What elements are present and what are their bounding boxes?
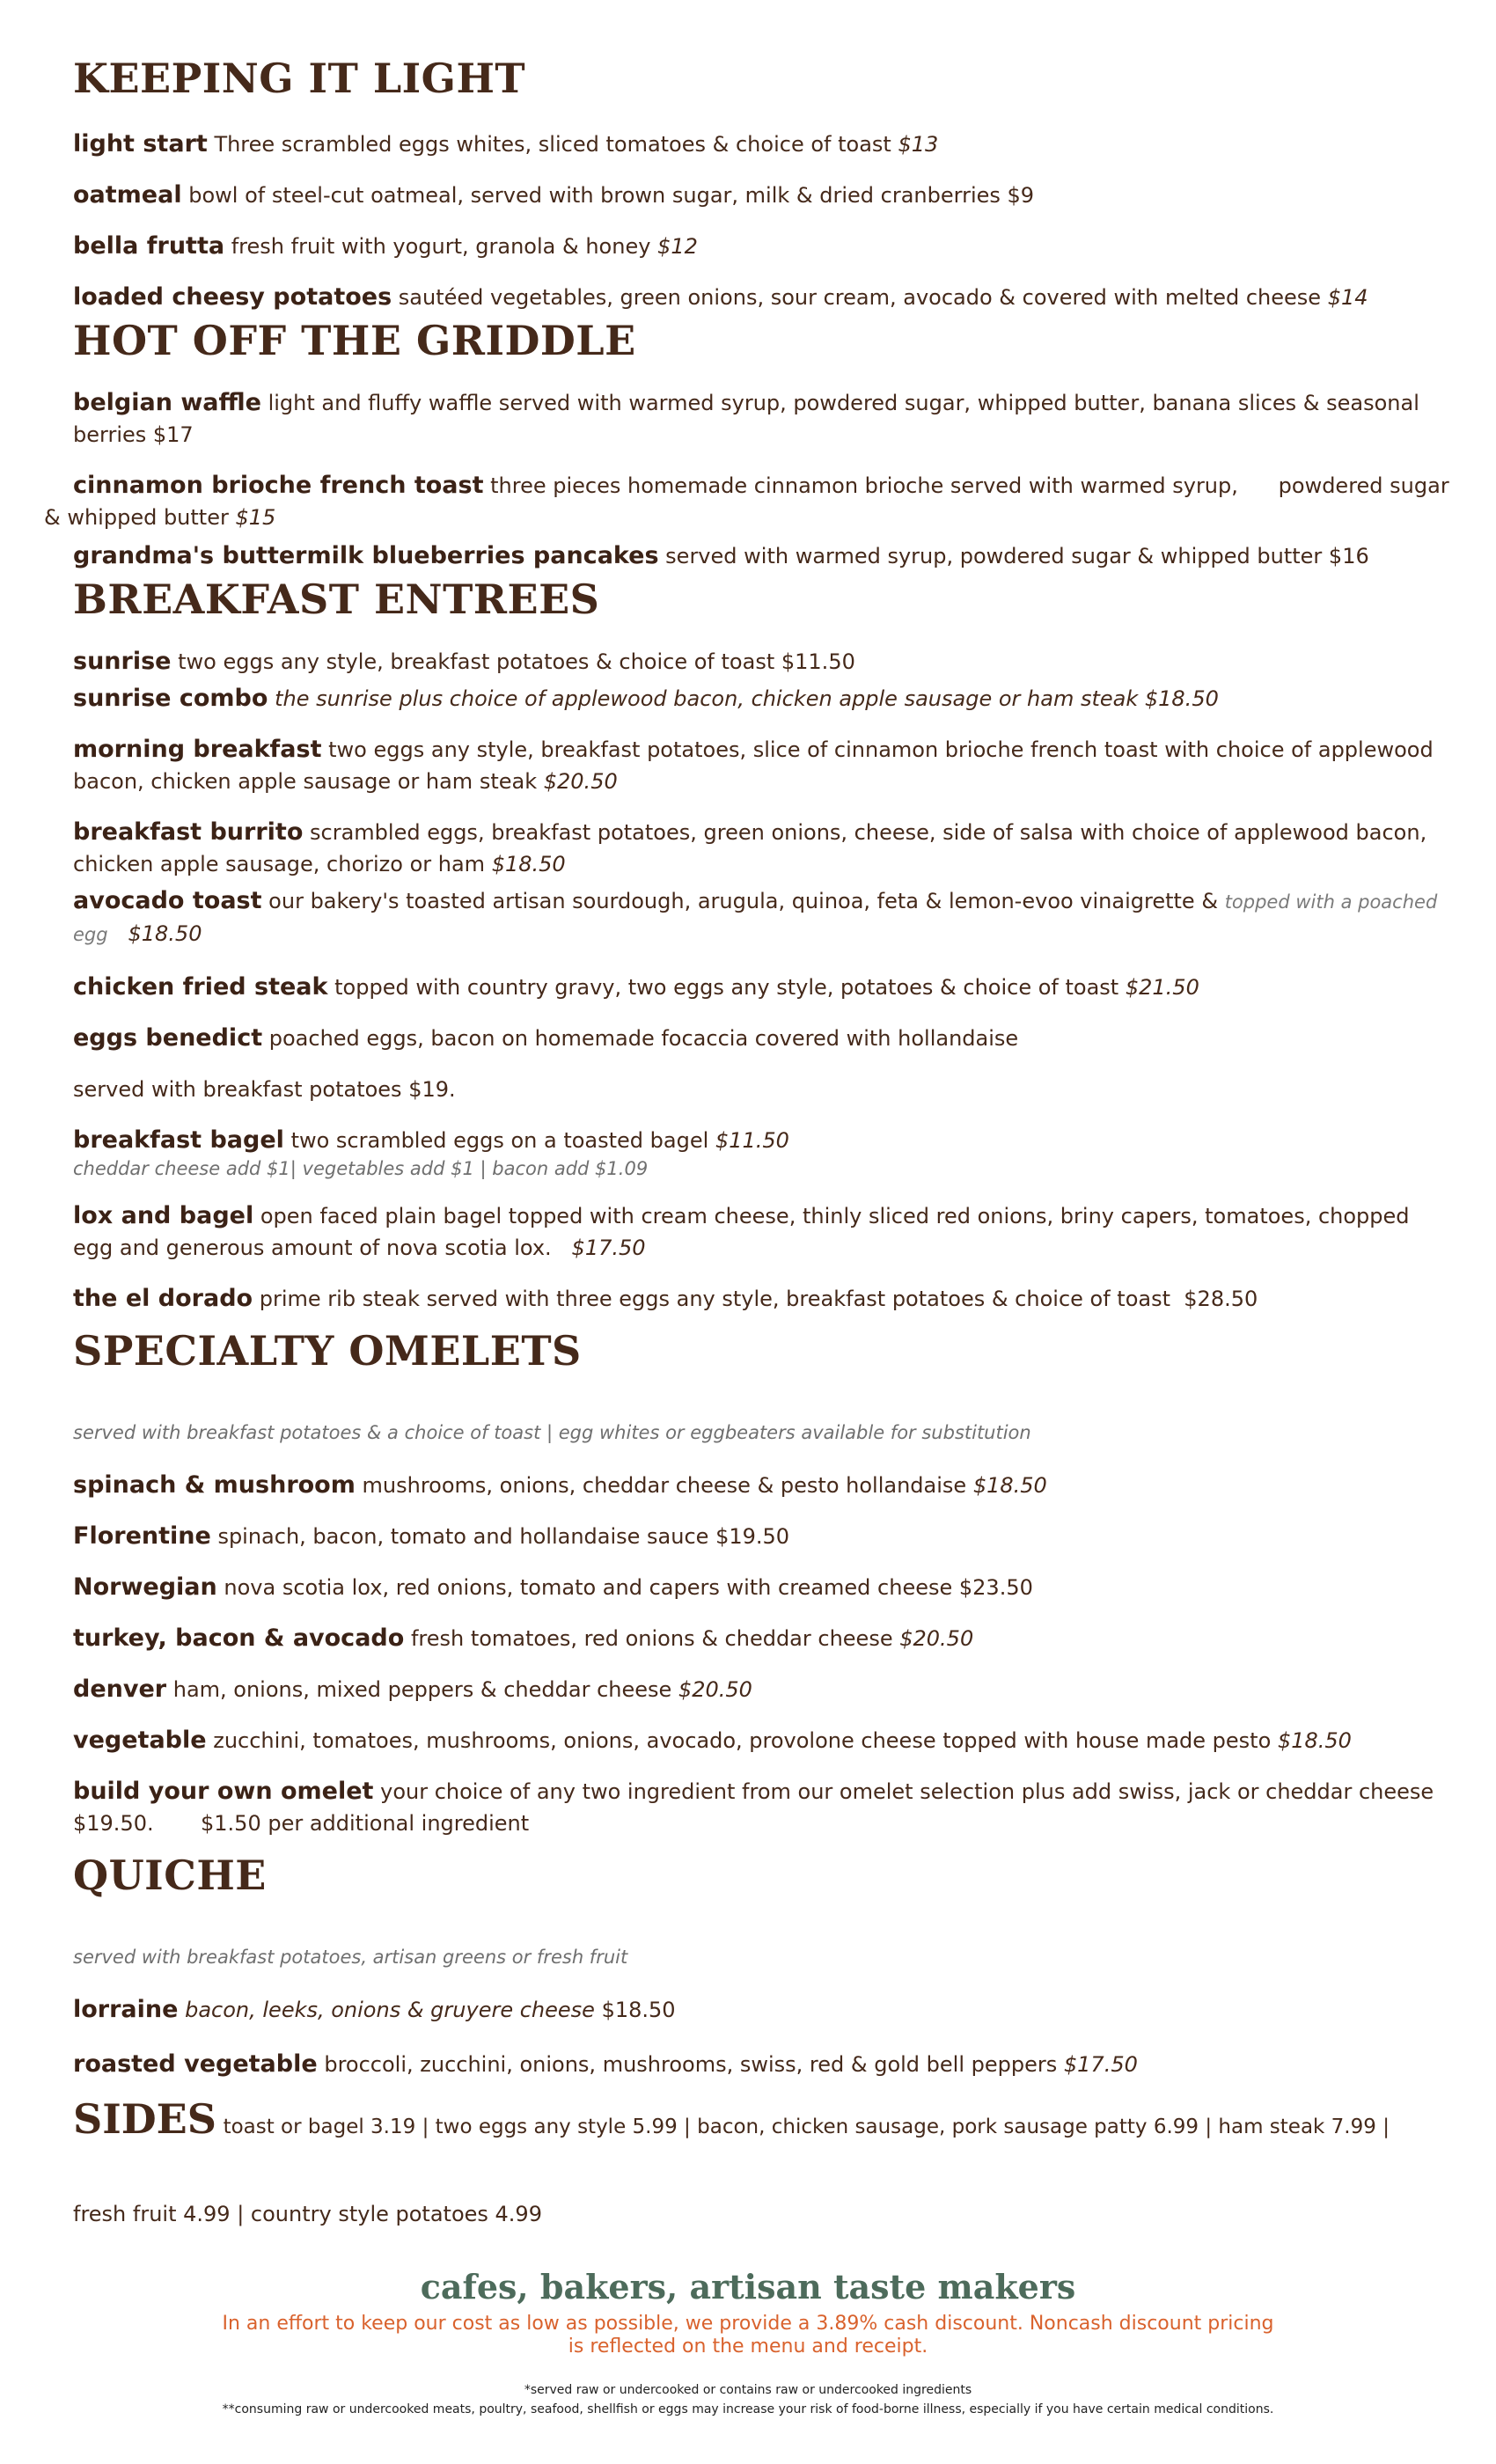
cash-discount-notice: In an effort to keep our cost as low as possible, we provide a 3.89% cash discount. Noncash discount pricing is reflected on the menu and receipt. (222, 2313, 1274, 2358)
menu-item-breakfast-burrito (73, 817, 1450, 880)
item-description: scrambled eggs, breakfast potatoes, green onions, cheese, side of salsa with choice of applewood bacon, chicken apple sausage, chorizo or ham (73, 820, 1427, 876)
sides-list: toast or bagel 3.19 | two eggs any style 5.99 | bacon, chicken sausage, pork sausage patty 6.99 | ham steak 7.99 | (223, 2116, 1390, 2138)
item-price: $13 (898, 132, 939, 157)
item-description: fresh tomatoes, red onions & cheddar cheese (410, 1626, 893, 1651)
item-price: $12 (657, 234, 698, 259)
menu-item-breakfast-bagel (73, 1125, 1450, 1156)
item-price: $15 (235, 505, 276, 530)
item-description: mushrooms, onions, cheddar cheese & pesto hollandaise (362, 1473, 967, 1498)
raw-food-disclaimer: *served raw or undercooked or contains raw or undercooked ingredients (524, 2383, 972, 2397)
menu-item-sunrise-combo (73, 683, 1450, 715)
section-title-hot-off-the-griddle: HOT OFF THE GRIDDLE (73, 317, 636, 364)
item-name: light start (73, 130, 208, 158)
item-name: sunrise (73, 648, 172, 675)
item-description: nova scotia lox, red onions, tomato and capers with creamed cheese (224, 1575, 953, 1600)
section-title-sides: SIDES (73, 2095, 216, 2143)
item-description: open faced plain bagel topped with cream cheese, thinly sliced red onions, briny capers, tomatoes, chopped egg and generous amount of nova scotia lox. (73, 1204, 1410, 1260)
item-name: morning breakfast (73, 736, 322, 763)
item-price: $20.50 (899, 1626, 974, 1651)
item-description: two eggs any style, breakfast potatoes & choice of toast (178, 649, 775, 674)
quiche-note: served with breakfast potatoes, artisan greens or fresh fruit (73, 1947, 628, 1968)
item-description: served with warmed syrup, powdered sugar & whipped butter (665, 544, 1323, 568)
menu-item-avocado-toast (73, 885, 1450, 950)
menu-item-lox-and-bagel (73, 1200, 1450, 1264)
item-price: $18.50 (128, 921, 202, 946)
item-description: two eggs any style, breakfast potatoes, slice of cinnamon brioche french toast with choice of applewood bacon, chicken apple sausage or ham steak (73, 737, 1434, 794)
item-description: zucchini, tomatoes, mushrooms, onions, avocado, provolone cheese topped with house made pesto (213, 1728, 1272, 1753)
item-name: avocado toast (73, 887, 262, 914)
section-title-keeping-it-light: KEEPING IT LIGHT (73, 55, 526, 102)
item-name: lorraine (73, 1996, 179, 2023)
menu-item-loaded-cheesy-potatoes (73, 282, 1450, 313)
item-description: spinach, bacon, tomato and hollandaise sauce (217, 1524, 709, 1549)
item-price: $23.50 (958, 1575, 1033, 1600)
item-name: Norwegian (73, 1573, 217, 1601)
item-description: ham, onions, mixed peppers & cheddar cheese (172, 1677, 672, 1702)
item-name: breakfast burrito (73, 818, 304, 846)
menu-item-chicken-fried-steak (73, 972, 1450, 1003)
item-name: roasted vegetable (73, 2050, 318, 2078)
menu-item-vegetable-omelet (73, 1725, 1450, 1756)
item-description: bowl of steel-cut oatmeal, served with brown sugar, milk & dried cranberries (188, 183, 1001, 208)
item-price: $14 (1327, 285, 1368, 310)
item-name: eggs benedict (73, 1024, 263, 1052)
item-description: prime rib steak served with three eggs any style, breakfast potatoes & choice of toast (259, 1287, 1171, 1311)
item-description: our bakery's toasted artisan sourdough, arugula, quinoa, feta & lemon-evoo vinaigrette & (268, 889, 1219, 913)
item-name: build your own omelet (73, 1778, 374, 1805)
item-description: broccoli, zucchini, onions, mushrooms, swiss, red & gold bell peppers (324, 2052, 1058, 2077)
menu-item-the-el-dorado (73, 1283, 1450, 1315)
item-name: sunrise combo (73, 685, 268, 712)
item-price: $18.50 (972, 1473, 1047, 1498)
menu-item-bella-frutta (73, 231, 1450, 262)
item-name: turkey, bacon & avocado (73, 1624, 405, 1652)
item-name: loaded cheesy potatoes (73, 283, 392, 311)
breakfast-bagel-addons: cheddar cheese add $1| vegetables add $1 | bacon add $1.09 (73, 1158, 649, 1179)
menu-item-cinnamon-brioche-french-toast (44, 470, 1456, 533)
item-price: $20.50 (678, 1677, 752, 1702)
item-price: $19.50 (715, 1524, 790, 1549)
item-name: bella frutta (73, 232, 225, 260)
item-description: three pieces homemade cinnamon brioche served with warmed syrup, powdered sugar & whipped butter (44, 473, 1456, 530)
sides-line (73, 2095, 1481, 2143)
item-description: two scrambled eggs on a toasted bagel (290, 1128, 709, 1153)
item-name: spinach & mushroom (73, 1471, 356, 1499)
item-price: $17 (152, 422, 194, 447)
item-description: poached eggs, bacon on homemade focaccia covered with hollandaise (268, 1026, 1019, 1051)
item-price: $20.50 (543, 769, 618, 794)
item-name: belgian waffle (73, 389, 261, 416)
item-description: bacon, leeks, onions & gruyere cheese (185, 1998, 595, 2022)
item-price: $28.50 (1184, 1287, 1258, 1311)
footer-tagline: cafes, bakers, artisan taste makers (420, 2267, 1076, 2306)
food-illness-warning: **consuming raw or undercooked meats, poultry, seafood, shellfish or eggs may increase your risk of food-borne illness, especially if you have certain medical conditions. (222, 2402, 1274, 2416)
item-name: denver (73, 1676, 167, 1703)
item-description: Three scrambled eggs whites, sliced tomatoes & choice of toast (214, 132, 891, 157)
item-price: $11.50 (781, 649, 855, 674)
item-name: breakfast bagel (73, 1126, 284, 1154)
item-name: the el dorado (73, 1285, 253, 1312)
item-description: your choice of any two ingredient from our omelet selection plus add swiss, jack or cheddar cheese $19.50. $1.50 per additional ingredient (73, 1779, 1441, 1836)
item-price: $9 (1007, 183, 1035, 208)
menu-item-denver (73, 1674, 1450, 1705)
item-name: oatmeal (73, 181, 182, 209)
menu-item-sunrise (73, 646, 1450, 678)
item-price: $18.50 (1144, 686, 1219, 711)
menu-item-eggs-benedict (73, 1023, 1450, 1054)
item-price: $17.50 (1063, 2052, 1138, 2077)
sides-line-2 (73, 2198, 1450, 2230)
item-price: $16 (1328, 544, 1369, 568)
menu-item-turkey-bacon-avocado (73, 1623, 1450, 1654)
item-price: $18.50 (491, 852, 566, 876)
item-name: grandma's buttermilk blueberries pancakes (73, 542, 659, 569)
menu-item-norwegian (73, 1572, 1450, 1603)
item-description-continued: served with breakfast potatoes $19. (73, 1077, 456, 1102)
section-title-breakfast-entrees: BREAKFAST ENTREES (73, 576, 600, 623)
item-description: sautéed vegetables, green onions, sour cream, avocado & covered with melted cheese (398, 285, 1322, 310)
item-name: lox and bagel (73, 1202, 254, 1229)
section-title-quiche: QUICHE (73, 1852, 267, 1899)
item-price: $21.50 (1125, 975, 1199, 1000)
omelets-note: served with breakfast potatoes & a choice of toast | egg whites or eggbeaters available for substitution (73, 1422, 1031, 1443)
item-price: $18.50 (1277, 1728, 1352, 1753)
section-title-specialty-omelets: SPECIALTY OMELETS (73, 1327, 582, 1375)
item-name: chicken fried steak (73, 973, 328, 1001)
menu-item-spinach-mushroom (73, 1470, 1450, 1501)
item-description: topped with country gravy, two eggs any style, potatoes & choice of toast (334, 975, 1119, 1000)
menu-item-light-start (73, 128, 1450, 160)
menu-item-build-your-own-omelet (73, 1776, 1450, 1839)
item-price: $18.50 (601, 1998, 676, 2022)
item-description: light and fluffy waffle served with warmed syrup, powdered sugar, whipped butter, banana slices & seasonal berries (73, 391, 1419, 447)
menu-item-oatmeal (73, 180, 1450, 211)
menu-item-lorraine (73, 1994, 1450, 2026)
item-price: $11.50 (715, 1128, 789, 1153)
item-name: Florentine (73, 1522, 211, 1550)
item-price: $17.50 (571, 1236, 646, 1260)
item-description: fresh fruit with yogurt, granola & honey (231, 234, 651, 259)
menu-item-morning-breakfast (73, 734, 1450, 797)
menu-item-belgian-waffle (73, 387, 1450, 451)
item-name: vegetable (73, 1727, 207, 1754)
sides-list-continued: fresh fruit 4.99 | country style potatoes 4.99 (73, 2202, 542, 2226)
item-description: the sunrise plus choice of applewood bacon, chicken apple sausage or ham steak (275, 686, 1139, 711)
menu-item-buttermilk-blueberries-pancakes (73, 540, 1450, 572)
menu-item-florentine (73, 1521, 1450, 1552)
item-note: topped with a poached egg (73, 891, 1438, 945)
menu-item-roasted-vegetable (73, 2049, 1450, 2080)
item-name: cinnamon brioche french toast (73, 472, 484, 499)
menu-item-eggs-benedict-continued (73, 1074, 1450, 1105)
